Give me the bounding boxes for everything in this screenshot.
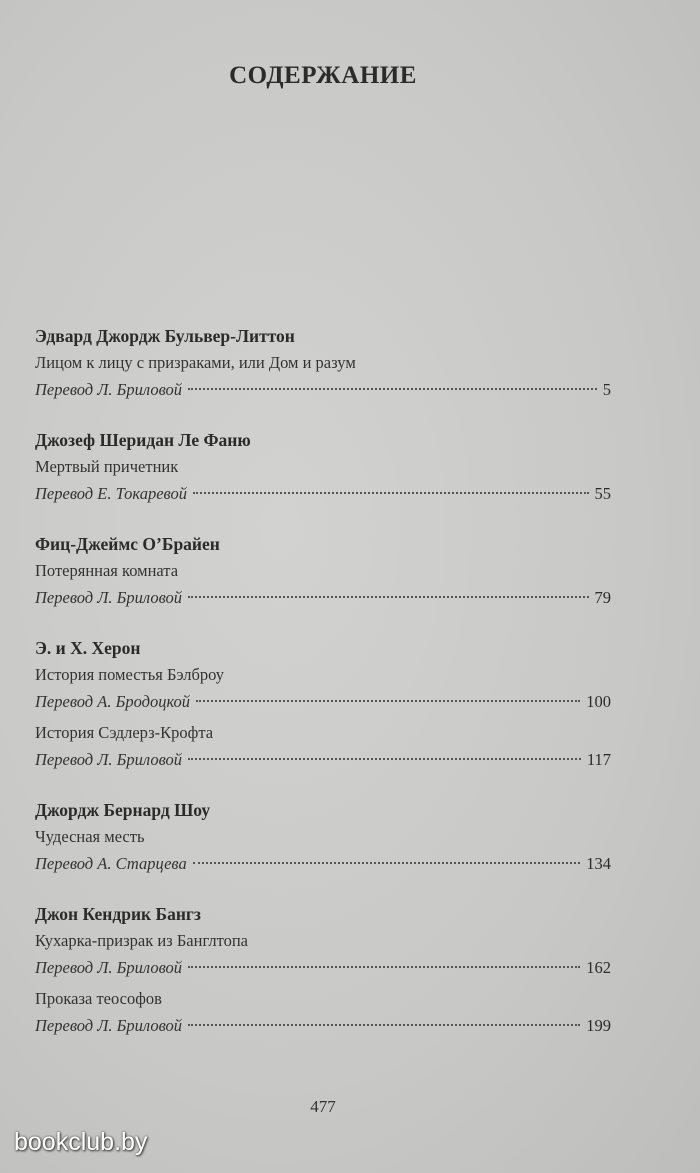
toc-entry	[35, 824, 611, 878]
toc-section	[35, 322, 611, 404]
translator-credit: Перевод Л. Бриловой	[35, 750, 183, 769]
work-title: Кухарка-призрак из Банглтопа	[35, 931, 249, 950]
toc-entry	[35, 928, 611, 982]
work-title: Чудесная месть	[35, 827, 145, 846]
translator-line	[35, 954, 611, 982]
dot-leader	[196, 700, 580, 702]
toc-page-number: 117	[586, 750, 611, 769]
toc-entry	[35, 350, 611, 404]
section-spacer	[35, 404, 611, 426]
translator-line	[35, 850, 611, 878]
page-title: СОДЕРЖАНИЕ	[229, 62, 417, 89]
toc-section	[35, 426, 611, 508]
toc-entry	[35, 720, 611, 774]
section-spacer	[35, 612, 611, 634]
translator-credit: Перевод Л. Бриловой	[35, 380, 183, 399]
work-title: История Сэдлерз-Крофта	[35, 723, 214, 742]
toc-page-number: 79	[594, 588, 611, 607]
dot-leader	[193, 862, 581, 864]
table-of-contents	[35, 322, 611, 1040]
translator-line	[35, 376, 611, 404]
dot-leader	[188, 596, 588, 598]
page-number: 477	[310, 1097, 336, 1116]
toc-page-number: 134	[586, 854, 611, 873]
toc-section	[35, 900, 611, 1040]
toc-page-number: 100	[586, 692, 611, 711]
watermark: bookclub.by	[14, 1128, 148, 1156]
section-spacer	[35, 774, 611, 796]
translator-credit: Перевод Л. Бриловой	[35, 588, 183, 607]
section-spacer	[35, 508, 611, 530]
work-title: Потерянная комната	[35, 561, 179, 580]
work-title: Мертвый причетник	[35, 457, 179, 476]
dot-leader	[188, 1024, 580, 1026]
toc-entry	[35, 662, 611, 716]
author-name: Джозеф Шеридан Ле Фаню	[35, 430, 251, 450]
author-name: Джон Кендрик Бангз	[35, 904, 201, 924]
translator-line	[35, 584, 611, 612]
author-name: Эдвард Джордж Бульвер-Литтон	[35, 326, 295, 346]
work-title: Лицом к лицу с призраками, или Дом и разум	[35, 353, 356, 372]
toc-section	[35, 796, 611, 878]
author-name: Э. и Х. Херон	[35, 638, 141, 658]
dot-leader	[193, 492, 589, 494]
translator-line	[35, 1012, 611, 1040]
translator-line	[35, 688, 611, 716]
dot-leader	[188, 966, 580, 968]
toc-section	[35, 634, 611, 774]
translator-credit: Перевод Л. Бриловой	[35, 958, 183, 977]
translator-line	[35, 746, 611, 774]
translator-credit: Перевод Л. Бриловой	[35, 1016, 183, 1035]
translator-line	[35, 480, 611, 508]
toc-entry	[35, 454, 611, 508]
toc-section	[35, 530, 611, 612]
toc-page-number: 199	[586, 1016, 611, 1035]
author-name: Джордж Бернард Шоу	[35, 800, 211, 820]
dot-leader	[188, 388, 597, 390]
toc-page-number: 55	[594, 484, 611, 503]
translator-credit: Перевод Е. Токаревой	[35, 484, 187, 503]
translator-credit: Перевод А. Бродоцкой	[35, 692, 191, 711]
toc-entry	[35, 986, 611, 1040]
work-title: Проказа теософов	[35, 989, 162, 1008]
section-spacer	[35, 878, 611, 900]
dot-leader	[188, 758, 581, 760]
toc-page-number: 5	[602, 380, 611, 399]
translator-credit: Перевод А. Старцева	[35, 854, 187, 873]
toc-page-number: 162	[586, 958, 611, 977]
toc-entry	[35, 558, 611, 612]
work-title: История поместья Бэлброу	[35, 665, 225, 684]
author-name: Фиц-Джеймс О’Брайен	[35, 534, 220, 554]
